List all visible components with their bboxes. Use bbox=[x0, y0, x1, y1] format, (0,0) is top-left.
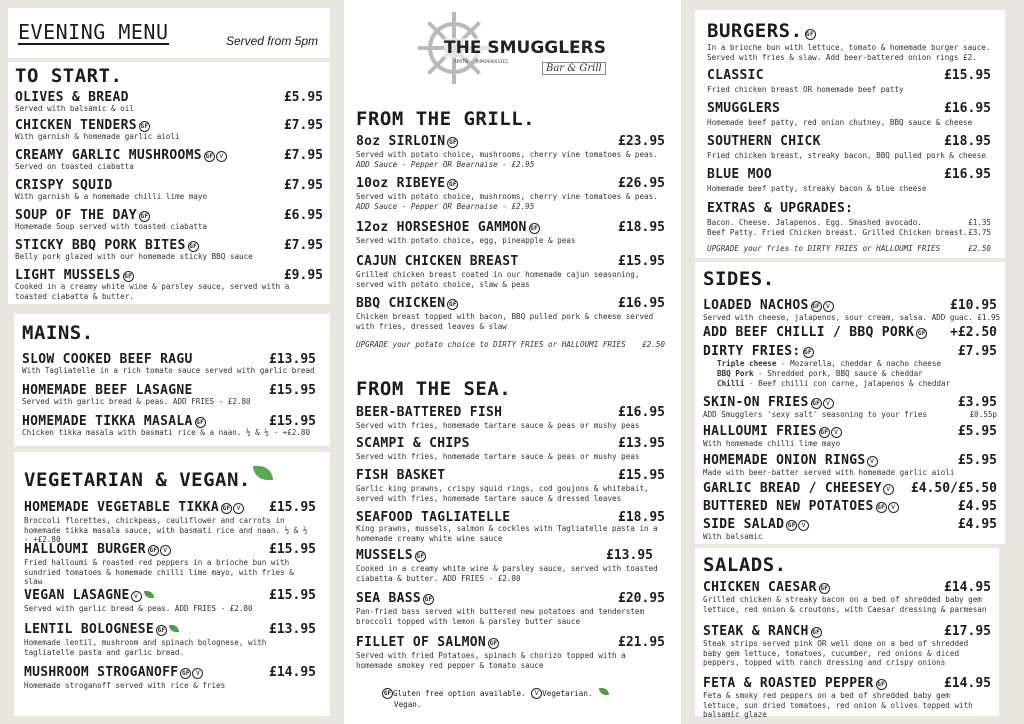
item-desc: Homemade stroganoff served with rice & fries bbox=[24, 681, 226, 690]
dirty-option bbox=[717, 359, 997, 369]
v-icon: V bbox=[160, 545, 171, 556]
item-price: +£2.50 bbox=[950, 325, 997, 340]
item-name: SIDE SALAD bbox=[703, 517, 785, 532]
item-name: SCAMPI & CHIPS bbox=[356, 436, 470, 451]
item-desc: Steak strips served pink OR well done on a bed of shredded baby gem lettuce, tomatoes, cucumber, red onions & diced peppers, topped with ranch dressing and crispy onions bbox=[703, 639, 969, 668]
item-name: LENTIL BOLOGNESE bbox=[24, 622, 155, 637]
item-price: £14.95 bbox=[944, 580, 991, 595]
served-time: Served from 5pm bbox=[225, 34, 318, 48]
item-name: HOMEMADE VEGETABLE TIKKA bbox=[24, 500, 220, 515]
sea-title: FROM THE SEA. bbox=[356, 378, 512, 400]
item-price: £15.95 bbox=[618, 468, 665, 483]
item-name: 8oz SIRLOIN bbox=[356, 134, 446, 149]
upgrade-text: UPGRADE your potato choice to DIRTY FRIES or HALLOUMI FRIES bbox=[356, 340, 626, 349]
menu-column-right bbox=[687, 0, 1024, 724]
item-desc: Made with beer-batter served with homemade garlic aioli bbox=[703, 468, 955, 477]
item-name: VEGAN LASAGNE bbox=[24, 588, 130, 603]
item-price: £7.95 bbox=[957, 344, 997, 359]
item-desc: Served with cheese, jalapenos, sour cream, salsa. ADD guac. £1.95 bbox=[703, 313, 1001, 322]
veg-card bbox=[14, 452, 330, 716]
item-name: HALLOUMI BURGER bbox=[24, 542, 146, 557]
item-price: £13.95 bbox=[606, 548, 653, 563]
burgers-card bbox=[695, 10, 1005, 258]
item-name: SEA BASS bbox=[356, 591, 422, 606]
item-desc: Homemade Soup served with toasted ciabatta bbox=[15, 222, 208, 231]
gf-icon: GF bbox=[820, 429, 829, 436]
gf-icon: GF bbox=[877, 681, 886, 688]
item-name: HOMEMADE TIKKA MASALA bbox=[22, 414, 193, 429]
item-desc-price: £0.55p bbox=[969, 410, 997, 419]
item-desc bbox=[703, 410, 997, 420]
logo-tagline: APRTH - PUMIRHOSSIEI bbox=[454, 60, 509, 65]
extra-price: £1.35 bbox=[968, 218, 991, 227]
item-price: £16.95 bbox=[944, 167, 991, 182]
item-desc: With Tagliatelle in a rich tomato sauce served with garlic bread bbox=[22, 366, 315, 375]
gf-icon: GF bbox=[205, 153, 214, 160]
gf-icon: GF bbox=[805, 31, 815, 38]
gf-icon: GF bbox=[416, 553, 425, 560]
v-icon: V bbox=[823, 301, 834, 312]
item-name: BEER-BATTERED FISH bbox=[356, 405, 503, 420]
item-price: £7.95 bbox=[283, 178, 323, 193]
item-desc: Grilled chicken breast coated in our homemade cajun seasoning, served with potato choice, slaw & peas bbox=[356, 270, 640, 289]
item-desc: King prawns, mussels, salmon & cockles with Tagliatelle pasta in a homemade creamy white wine sauce bbox=[356, 524, 658, 543]
item-price: £15.95 bbox=[269, 588, 316, 603]
upgrade-price: £2.50 bbox=[642, 340, 665, 349]
v-icon: V bbox=[233, 503, 244, 514]
gf-icon: GF bbox=[448, 301, 457, 308]
item-desc: Cooked in a creamy white wine & parsley sauce, served with toasted ciabatta & butter. ADD FRIES - £2.80 bbox=[356, 564, 658, 583]
item-name: FILLET OF SALMON bbox=[356, 635, 487, 650]
item-price: £18.95 bbox=[944, 134, 991, 149]
gf-icon: GF bbox=[383, 690, 392, 697]
burgers-title bbox=[707, 20, 816, 42]
item-price: £4.95 bbox=[957, 499, 997, 514]
v-icon: V bbox=[888, 502, 899, 513]
gf-icon: GF bbox=[812, 303, 821, 310]
item-desc: With garnish & homemade garlic aioli bbox=[15, 132, 180, 141]
item-price: £7.95 bbox=[283, 148, 323, 163]
extra-line bbox=[707, 228, 991, 238]
item-name: SOUP OF THE DAY bbox=[15, 208, 137, 223]
v-icon: V bbox=[883, 484, 894, 495]
item-price: £5.95 bbox=[283, 90, 323, 105]
gf-icon: GF bbox=[489, 640, 498, 647]
extra-price: £3.75 bbox=[968, 228, 991, 237]
item-name: CHICKEN TENDERS bbox=[15, 118, 137, 133]
item-desc: Chicken breast topped with bacon, BBQ pulled pork & cheese served with fries, dressed leaves & slaw bbox=[356, 312, 654, 331]
item-desc: Belly pork glazed with our homemade sticky BBQ sauce bbox=[15, 252, 253, 261]
item-price: £6.95 bbox=[283, 208, 323, 223]
menu-column-left bbox=[0, 0, 338, 724]
item-name: SMUGGLERS bbox=[707, 101, 781, 116]
extra-line bbox=[707, 218, 991, 228]
item-price: £9.95 bbox=[283, 268, 323, 283]
gf-icon: GF bbox=[189, 243, 198, 250]
mains-title: MAINS. bbox=[22, 322, 94, 344]
item-name: CREAMY GARLIC MUSHROOMS bbox=[15, 148, 202, 163]
item-desc: Fried halloumi & roasted red peppers in a brioche bun with sundried tomatoes & homemade chilli lime mayo, with fries & slaw bbox=[24, 558, 294, 587]
item-price: £18.95 bbox=[618, 220, 665, 235]
gf-icon: GF bbox=[812, 400, 821, 407]
gf-icon: GF bbox=[820, 585, 829, 592]
item-desc: Served with potato choice, mushrooms, cherry vine tomatoes & peas. bbox=[356, 192, 658, 201]
item-price: £15.95 bbox=[269, 542, 316, 557]
sides-card bbox=[695, 262, 1005, 544]
v-icon: V bbox=[531, 688, 542, 699]
item-name: MUSHROOM STROGANOFF bbox=[24, 665, 179, 680]
item-desc: Feta & smoky red peppers on a bed of shredded baby gem lettuce, sun dried tomatoes, red onion & olives topped with balsamic glaze bbox=[703, 691, 973, 720]
item-desc: Served with fries, homemade tartare sauce & peas or mushy peas bbox=[356, 421, 640, 430]
item-price: £13.95 bbox=[618, 436, 665, 451]
item-name: BLUE MOO bbox=[707, 167, 773, 182]
item-name: SKIN-ON FRIES bbox=[703, 395, 809, 410]
option-name: BBQ Pork bbox=[717, 369, 754, 378]
item-desc: Pan-fried bass served with buttered new potatoes and tenderstem broccoli topped with lemon & parsley butter sauce bbox=[356, 607, 645, 626]
item-desc-addon: ADD Sauce - Pepper OR Bearnaise - £2.95 bbox=[356, 202, 535, 211]
item-desc: Served with fried Potatoes, spinach & chorizo topped with a homemade smokey red pepper & tomato sauce bbox=[356, 651, 626, 670]
item-name: OLIVES & BREAD bbox=[15, 90, 129, 105]
item-price: £7.95 bbox=[283, 238, 323, 253]
v-icon: V bbox=[823, 398, 834, 409]
item-desc: Fried chicken breast, streaky bacon, BBQ pulled pork & cheese bbox=[707, 151, 986, 160]
upgrade-note bbox=[707, 244, 991, 254]
option-desc: - Mozarella, cheddar & nacho cheese bbox=[776, 359, 942, 368]
gf-icon: GF bbox=[140, 123, 149, 130]
item-price: £7.95 bbox=[283, 118, 323, 133]
gf-icon: GF bbox=[222, 505, 231, 512]
item-name: CHICKEN CAESAR bbox=[703, 580, 817, 595]
item-desc: Grilled chicken & streaky bacon on a bed of shredded baby gem lettuce, red onion & croutons, with Caesar dressing & parmesan bbox=[703, 595, 987, 614]
item-price: £23.95 bbox=[618, 134, 665, 149]
item-price: £26.95 bbox=[618, 176, 665, 191]
item-desc: Garlic king prawns, crispy squid rings, cod goujons & whitebait, served with fries, homemade tartare sauce & dressed leaves bbox=[356, 484, 649, 503]
item-name: GARLIC BREAD / CHEESEY bbox=[703, 481, 882, 496]
extra-text: Beef Patty. Fried Chicken breast. Grilled Chicken breast. bbox=[707, 228, 968, 237]
item-desc: Homemade beef patty, streaky bacon & blue cheese bbox=[707, 184, 927, 193]
item-desc: Served with fries, homemade tartare sauce & peas or mushy peas bbox=[356, 452, 640, 461]
item-price: £4.95 bbox=[957, 517, 997, 532]
burgers-intro: In a brioche bun with lettuce, tomato & homemade burger sauce. Served with fries & slaw. Add beer-battered onion rings £2. bbox=[707, 43, 991, 62]
item-desc: Served on toasted ciabatta bbox=[15, 162, 134, 171]
item-desc: Homemade beef patty, red onion chutney, BBQ sauce & cheese bbox=[707, 118, 973, 127]
to-start-title: TO START. bbox=[15, 65, 123, 87]
gf-icon: GF bbox=[804, 349, 812, 356]
item-name: MUSSELS bbox=[356, 548, 413, 563]
item-name: LOADED NACHOS bbox=[703, 298, 809, 313]
dirty-option bbox=[717, 379, 997, 389]
gf-icon: GF bbox=[182, 670, 190, 677]
item-price: £14.95 bbox=[944, 676, 991, 691]
legend-v: Vegetarian. bbox=[542, 689, 593, 698]
option-desc: - Shredded pork, BBQ sauce & cheddar bbox=[753, 369, 923, 378]
to-start-card bbox=[8, 62, 330, 304]
item-name: CAJUN CHICKEN BREAST bbox=[356, 254, 519, 269]
extras-title: EXTRAS & UPGRADES: bbox=[707, 201, 854, 216]
v-icon: V bbox=[131, 591, 142, 602]
sides-title: SIDES. bbox=[703, 268, 775, 290]
item-price: £18.95 bbox=[618, 510, 665, 525]
item-desc: Chicken tikka masala with basmati rice & a naan. ½ & ½ - +£2.80 bbox=[22, 428, 311, 437]
item-price: £16.95 bbox=[944, 101, 991, 116]
item-name: 10oz RIBEYE bbox=[356, 176, 446, 191]
logo-sub: Bar & Grill bbox=[542, 62, 606, 75]
item-name: SEAFOOD TAGLIATELLE bbox=[356, 510, 511, 525]
extra-text: Bacon. Cheese. Jalapenos. Egg. Smashed avocado. bbox=[707, 218, 922, 227]
item-desc: Broccoli florettes, chickpeas, cauliflower and carrots in homemade tikka masala sauce, with basmati rice and naan. ½ & ½ - +£2.80 bbox=[24, 516, 308, 545]
item-price: £15.95 bbox=[269, 500, 316, 515]
item-name: HOMEMADE ONION RINGS bbox=[703, 453, 866, 468]
item-desc: Served with balsamic & oil bbox=[15, 104, 134, 113]
item-name: BUTTERED NEW POTATOES bbox=[703, 499, 874, 514]
item-name: LIGHT MUSSELS bbox=[15, 268, 121, 283]
option-name: Chilli bbox=[717, 379, 745, 388]
item-name: CRISPY SQUID bbox=[15, 178, 113, 193]
item-desc: With homemade chilli lime mayo bbox=[703, 439, 841, 448]
item-name: STICKY BBQ PORK BITES bbox=[15, 238, 186, 253]
item-price: £15.95 bbox=[944, 68, 991, 83]
item-price: £13.95 bbox=[269, 352, 316, 367]
item-price: £15.95 bbox=[269, 383, 316, 398]
item-price: £13.95 bbox=[269, 622, 316, 637]
leaf-icon bbox=[169, 625, 179, 632]
item-price: £5.95 bbox=[957, 453, 997, 468]
item-price: £20.95 bbox=[618, 591, 665, 606]
item-name: DIRTY FRIES: bbox=[703, 344, 801, 359]
item-price: £15.95 bbox=[618, 254, 665, 269]
item-price: £3.95 bbox=[957, 395, 997, 410]
gf-icon: GF bbox=[196, 419, 205, 426]
salads-title: SALADS. bbox=[703, 554, 787, 576]
item-price: £16.95 bbox=[618, 405, 665, 420]
gf-icon: GF bbox=[787, 522, 796, 529]
mains-card bbox=[14, 314, 330, 446]
item-name: CLASSIC bbox=[707, 68, 764, 83]
gf-icon: GF bbox=[140, 213, 149, 220]
leaf-icon bbox=[144, 591, 154, 598]
item-desc: Served with potato choice, egg, pineapple & peas bbox=[356, 236, 576, 245]
item-name: SOUTHERN CHICK bbox=[707, 134, 821, 149]
item-price: £17.95 bbox=[944, 624, 991, 639]
item-name: STEAK & RANCH bbox=[703, 624, 809, 639]
veg-title-text: VEGETARIAN & VEGAN. bbox=[24, 469, 251, 491]
gf-icon: GF bbox=[124, 273, 133, 280]
v-icon: V bbox=[216, 151, 227, 162]
legend-gf: Gluten free option available. bbox=[393, 689, 526, 698]
grill-title: FROM THE GRILL. bbox=[356, 108, 536, 130]
gf-icon: GF bbox=[448, 139, 457, 146]
leaf-icon bbox=[599, 688, 609, 695]
gf-icon: GF bbox=[424, 596, 433, 603]
gf-icon: GF bbox=[448, 181, 457, 188]
item-price: £4.50/£5.50 bbox=[910, 481, 997, 496]
upgrade-text: UPGRADE your fries to DIRTY FRIES or HALLOUMI FRIES bbox=[707, 244, 941, 253]
item-desc: Served with garlic bread & peas. ADD FRIES - £2.80 bbox=[22, 397, 251, 406]
item-name: SLOW COOKED BEEF RAGU bbox=[22, 352, 193, 367]
item-desc: With balsamic bbox=[703, 532, 763, 541]
logo-name: THE SMUGGLERS bbox=[444, 38, 607, 58]
v-icon: V bbox=[192, 668, 203, 679]
item-price: £14.95 bbox=[269, 665, 316, 680]
gf-icon: GF bbox=[530, 225, 539, 232]
salads-card bbox=[695, 548, 999, 720]
gf-icon: GF bbox=[877, 504, 886, 511]
v-icon: V bbox=[867, 456, 878, 467]
burgers-title-text: BURGERS. bbox=[707, 20, 803, 42]
item-name: HALLOUMI FRIES bbox=[703, 424, 817, 439]
dirty-option bbox=[717, 369, 997, 379]
item-price: £15.95 bbox=[269, 414, 316, 429]
item-desc-text: ADD Smugglers 'sexy salt' seasoning to your fries bbox=[703, 410, 928, 419]
gf-icon: GF bbox=[157, 627, 166, 634]
item-desc: Served with garlic bread & peas. ADD FRIES - £2.80 bbox=[24, 604, 253, 613]
upgrade-price: £2.50 bbox=[968, 244, 991, 253]
menu-column-middle bbox=[344, 0, 681, 724]
legend-vegan: Vegan. bbox=[394, 700, 422, 709]
item-price: £21.95 bbox=[618, 635, 665, 650]
option-desc: - Beef chilli con carne, jalapenos & cheddar bbox=[744, 379, 951, 388]
gf-icon: GF bbox=[149, 547, 158, 554]
item-desc-addon: ADD Sauce - Pepper OR Bearnaise - £2.95 bbox=[356, 160, 535, 169]
item-desc: Fried chicken breast OR homemade beef patty bbox=[707, 85, 904, 94]
leaf-icon bbox=[253, 466, 273, 480]
item-price: £5.95 bbox=[957, 424, 997, 439]
item-name: BBQ CHICKEN bbox=[356, 296, 446, 311]
item-name: FETA & ROASTED PEPPER bbox=[703, 676, 874, 691]
item-price: £10.95 bbox=[950, 298, 997, 313]
menu-title: EVENING MENU bbox=[18, 20, 169, 44]
v-icon: V bbox=[831, 427, 842, 438]
gf-icon: GF bbox=[812, 629, 821, 636]
dietary-legend bbox=[380, 688, 650, 710]
item-desc: Homemade lentil, mushroom and spinach bolognese, with tagliatelle pasta and garlic bread. bbox=[24, 638, 267, 657]
item-name: FISH BASKET bbox=[356, 468, 446, 483]
item-price: £16.95 bbox=[618, 296, 665, 311]
veg-title bbox=[24, 466, 273, 491]
item-desc: Cooked in a creamy white wine & parsley sauce, served with a toasted ciabatta & butter. bbox=[15, 282, 290, 301]
logo bbox=[414, 8, 614, 88]
header-card bbox=[8, 8, 330, 58]
item-desc: With garnish & a homemade chilli lime mayo bbox=[15, 192, 208, 201]
option-name: Triple cheese bbox=[717, 359, 777, 368]
item-name: ADD BEEF CHILLI / BBQ PORK bbox=[703, 325, 915, 340]
item-desc: Served with potato choice, mushrooms, cherry vine tomatoes & peas. bbox=[356, 150, 658, 159]
item-name: HOMEMADE BEEF LASAGNE bbox=[22, 383, 193, 398]
v-icon: V bbox=[798, 520, 809, 531]
gf-icon: GF bbox=[917, 330, 926, 337]
item-name: 12oz HORSESHOE GAMMON bbox=[356, 220, 527, 235]
